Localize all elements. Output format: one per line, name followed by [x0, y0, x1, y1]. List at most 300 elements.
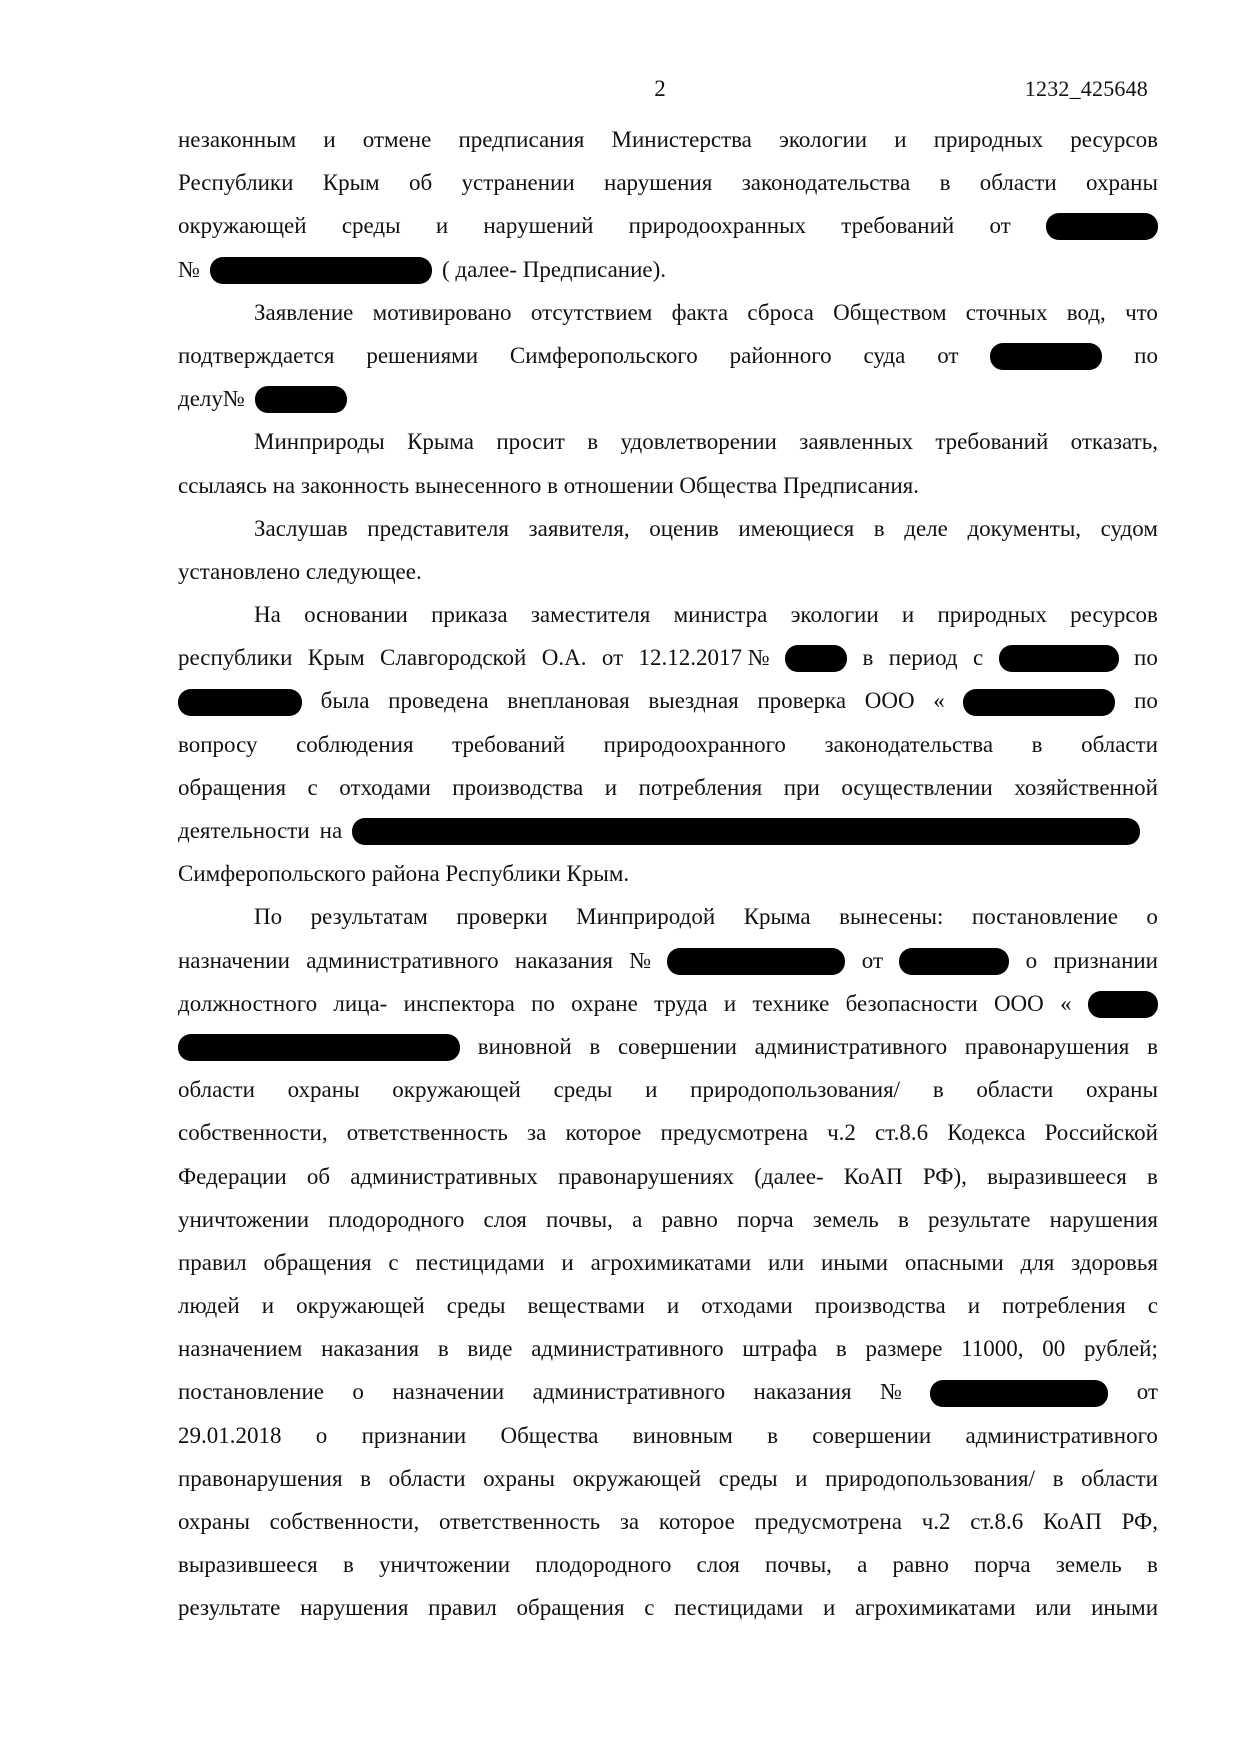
text-segment: потребления — [638, 774, 763, 800]
text-segment: сброса — [747, 299, 814, 325]
text-segment: и — [435, 213, 449, 239]
text-segment: области — [1081, 731, 1158, 757]
text-segment: в — [767, 1422, 778, 1448]
text-segment: районного — [729, 342, 832, 368]
text-segment: мотивировано — [372, 299, 512, 325]
text-segment: установлено следующее. — [178, 558, 422, 584]
text-segment: ч.2 — [921, 1509, 951, 1534]
redaction-mark — [352, 818, 1140, 845]
text-line — [178, 809, 1158, 852]
redaction-mark — [255, 386, 347, 413]
text-line — [178, 766, 1158, 809]
text-segment: признании — [361, 1422, 467, 1448]
text-segment: отсутствием — [530, 299, 653, 325]
text-segment: Славгородской — [380, 645, 527, 671]
text-segment: с — [1147, 1293, 1158, 1319]
text-line — [178, 982, 1158, 1025]
text-segment: земель — [812, 1206, 879, 1232]
text-segment: с — [388, 1249, 399, 1275]
text-segment: в — [1147, 1033, 1158, 1059]
text-segment: обращения — [178, 774, 287, 800]
redaction-mark — [899, 948, 1009, 975]
text-segment: слоя — [696, 1552, 740, 1578]
text-segment: или — [768, 1249, 805, 1275]
text-segment: КоАП — [1042, 1509, 1102, 1534]
text-segment: экологии — [790, 602, 879, 628]
text-segment: охраны — [178, 1509, 250, 1534]
text-segment: требований — [452, 731, 566, 757]
text-segment: подтверждается — [178, 342, 335, 368]
text-segment: наказания — [321, 1336, 420, 1362]
text-segment: правонарушения — [964, 1033, 1130, 1059]
text-segment: почвы, — [765, 1552, 832, 1578]
text-segment: собственности, — [269, 1509, 420, 1534]
text-segment: виновным — [632, 1422, 733, 1448]
text-segment: людей — [178, 1293, 240, 1319]
text-segment: Крым — [322, 170, 380, 196]
text-segment: Заслушав — [254, 515, 348, 541]
text-segment: уничтожении — [379, 1552, 511, 1578]
text-line — [178, 593, 1158, 636]
text-segment: потребления — [1002, 1293, 1126, 1319]
text-segment: о — [352, 1379, 364, 1405]
text-segment: наказания — [753, 1379, 852, 1405]
text-line — [178, 723, 1158, 766]
text-segment: Крым — [307, 645, 365, 671]
text-segment: природопользования/ — [690, 1077, 901, 1103]
text-segment: внеплановая — [507, 688, 630, 714]
text-segment: деле — [904, 515, 948, 541]
text-segment: приказа — [431, 602, 508, 628]
redaction-mark — [1088, 991, 1158, 1018]
text-segment: труда — [654, 990, 708, 1016]
text-line — [178, 1025, 1158, 1068]
text-segment: порча — [737, 1206, 794, 1232]
text-line — [178, 204, 1158, 247]
text-segment: равно — [661, 1206, 718, 1232]
text-line — [178, 636, 1158, 679]
text-segment: которое — [565, 1120, 642, 1146]
text-segment: оценив — [649, 515, 719, 541]
text-segment: пестицидами — [415, 1249, 545, 1275]
page-number: 2 — [654, 76, 666, 101]
text-segment: результатам — [310, 904, 428, 930]
text-segment: правил — [428, 1595, 497, 1621]
text-segment: с — [973, 645, 984, 671]
text-segment: деятельности — [178, 818, 310, 843]
text-segment: окружающей — [178, 213, 307, 239]
text-segment: Общества — [500, 1422, 599, 1448]
text-segment: о — [315, 1422, 328, 1448]
text-segment: проверки — [456, 904, 548, 930]
text-segment: административного — [532, 1379, 726, 1405]
text-segment: агрохимикатами — [854, 1595, 1016, 1621]
text-segment: или — [1035, 1595, 1072, 1621]
text-segment: совершении — [812, 1422, 932, 1448]
text-segment: республики — [178, 645, 293, 671]
text-segment: постановление — [178, 1379, 325, 1405]
text-segment: и — [261, 1293, 275, 1319]
text-line — [178, 852, 1158, 895]
text-segment: штрафа — [742, 1336, 818, 1362]
text-segment: просит — [496, 429, 565, 455]
text-segment: устранении — [461, 170, 575, 196]
text-segment: РФ, — [1121, 1509, 1158, 1534]
text-segment: Министерства — [611, 127, 752, 152]
redaction-mark — [999, 645, 1119, 672]
text-line — [178, 679, 1158, 722]
text-line — [178, 1543, 1158, 1586]
text-segment: земель — [1055, 1552, 1122, 1578]
redaction-mark — [667, 948, 845, 975]
text-segment: отходами — [339, 774, 431, 800]
text-line — [178, 248, 1158, 291]
text-segment: Симферопольского — [509, 342, 698, 368]
text-segment: ответственность — [346, 1120, 508, 1146]
text-segment: экологии — [779, 127, 868, 152]
text-segment: суда — [863, 342, 906, 368]
text-segment: природоохранного — [603, 731, 786, 757]
text-segment: об — [306, 1163, 331, 1189]
text-segment: охраны — [1086, 1077, 1158, 1103]
text-segment: совершении — [617, 1033, 737, 1059]
text-segment: нарушения — [300, 1595, 409, 1621]
text-segment: и — [795, 1465, 808, 1491]
text-segment: опасными — [904, 1249, 1004, 1275]
text-segment: за — [619, 1509, 640, 1534]
text-segment: ( далее- Предписание). — [441, 256, 667, 282]
text-segment: при — [783, 774, 820, 800]
redaction-mark — [785, 645, 847, 672]
text-segment: нарушений — [483, 213, 594, 239]
text-segment: Симферопольского района Республики Крым. — [178, 861, 630, 887]
text-segment: охраны — [483, 1465, 556, 1491]
text-segment: признании — [1053, 947, 1158, 973]
text-segment: назначении — [178, 947, 290, 973]
text-segment: рублей; — [1083, 1336, 1158, 1362]
text-segment: здоровья — [1071, 1249, 1158, 1275]
text-segment: Минприроды — [254, 429, 385, 455]
text-segment: проведена — [388, 688, 489, 714]
text-segment: административного — [965, 1422, 1158, 1448]
text-segment: а — [857, 1552, 868, 1578]
text-segment: отмене — [362, 127, 432, 152]
text-segment: области — [388, 1465, 466, 1491]
text-segment: административных — [350, 1163, 538, 1189]
text-segment: основании — [304, 602, 408, 628]
text-segment: и — [723, 990, 737, 1016]
text-line — [178, 550, 1158, 593]
text-line — [178, 1111, 1158, 1154]
text-segment: назначением — [178, 1336, 303, 1362]
text-segment: наказания — [514, 947, 613, 973]
text-segment: природопользования/ — [825, 1465, 1035, 1491]
text-segment: удовлетворении — [620, 429, 777, 455]
text-segment: охраны — [1086, 170, 1158, 196]
text-segment: решениями — [366, 342, 479, 368]
text-segment: и — [645, 1077, 658, 1103]
text-segment: правонарушения — [178, 1465, 343, 1491]
text-segment: по — [1134, 645, 1158, 671]
text-segment: в — [835, 1336, 847, 1362]
text-segment: в — [939, 170, 951, 196]
text-segment: среды — [718, 1465, 778, 1491]
text-line — [178, 1370, 1158, 1413]
text-segment: окружающей — [572, 1465, 702, 1491]
text-segment: от — [937, 342, 959, 368]
text-segment: области — [178, 1077, 255, 1103]
text-segment: По — [254, 904, 283, 930]
text-segment: окружающей — [392, 1077, 521, 1103]
text-segment: Заявление — [254, 299, 354, 325]
document-id: 1232_425648 — [1024, 76, 1148, 101]
text-segment: виде — [467, 1336, 513, 1362]
text-segment: природных — [937, 602, 1047, 628]
redaction-mark — [990, 343, 1102, 370]
text-segment: по — [1134, 342, 1158, 368]
text-segment: административного — [306, 947, 499, 973]
text-segment: обращения — [516, 1595, 625, 1621]
text-segment: в — [873, 515, 885, 541]
text-line — [178, 334, 1158, 377]
text-line — [178, 377, 1158, 420]
text-segment: административного — [754, 1033, 948, 1059]
text-segment: представителя — [367, 515, 509, 541]
text-segment: в — [932, 1077, 944, 1103]
text-segment: лица- — [333, 990, 388, 1016]
text-segment: На — [254, 602, 281, 628]
text-segment: выездная — [648, 688, 739, 714]
text-segment: обращения — [263, 1249, 372, 1275]
text-segment: предусмотрена — [754, 1509, 902, 1534]
text-segment: области — [976, 1077, 1054, 1103]
text-segment: Минприродой — [576, 904, 716, 930]
text-line — [178, 161, 1158, 204]
text-segment: незаконным — [178, 127, 297, 152]
text-segment: агрохимикатами — [590, 1249, 752, 1275]
text-line — [178, 1414, 1158, 1457]
text-segment: от — [989, 213, 1011, 239]
text-segment: № — [178, 256, 200, 282]
text-segment: нарушения — [604, 170, 713, 196]
text-segment: в — [342, 1552, 354, 1578]
text-segment: порча — [974, 1552, 1031, 1578]
text-segment: постановление — [971, 904, 1118, 930]
text-segment: и — [323, 127, 336, 152]
text-segment: 12.12.2017 № — [638, 645, 770, 671]
text-line — [178, 291, 1158, 334]
text-line — [178, 1500, 1158, 1543]
text-segment: в — [1147, 1163, 1158, 1189]
text-segment: Обществом — [833, 299, 947, 325]
text-segment: была — [320, 688, 370, 714]
text-line — [178, 507, 1158, 550]
redaction-mark — [178, 1034, 460, 1061]
text-segment: осуществлении — [841, 774, 993, 800]
redaction-mark — [210, 257, 432, 284]
text-segment: ресурсов — [1070, 127, 1158, 152]
text-segment: и — [666, 1293, 680, 1319]
text-segment: охране — [571, 990, 638, 1016]
text-segment: Республики — [178, 170, 294, 196]
text-segment: и — [901, 602, 915, 628]
redaction-mark — [1046, 213, 1158, 240]
text-segment: которое — [658, 1509, 735, 1534]
text-segment: равно — [892, 1552, 949, 1578]
text-segment: и — [894, 127, 907, 152]
text-segment: и — [967, 1293, 981, 1319]
text-segment: в — [437, 1336, 449, 1362]
text-segment: должностного — [178, 990, 318, 1016]
text-line — [178, 939, 1158, 982]
text-segment: технике — [752, 990, 830, 1016]
redaction-mark — [963, 689, 1115, 716]
text-segment: Крыма — [743, 904, 811, 930]
text-segment: Кодекса — [947, 1120, 1026, 1146]
text-segment: документы, — [967, 515, 1082, 541]
text-segment: ссылаясь на законность вынесенного в отношении Общества Предписания. — [178, 472, 919, 498]
text-segment: О.А. — [541, 645, 587, 671]
text-segment: соблюдения — [296, 731, 414, 757]
text-segment: хозяйственной — [1014, 774, 1158, 800]
text-segment: за — [527, 1120, 547, 1146]
text-segment: что — [1125, 299, 1158, 325]
text-segment: от — [861, 947, 883, 973]
text-segment: области — [1081, 1465, 1158, 1491]
text-segment: природоохранных — [628, 213, 807, 239]
text-line — [178, 1327, 1158, 1370]
text-segment: и — [604, 774, 618, 800]
text-segment: об — [408, 170, 433, 196]
text-segment: вод, — [1066, 299, 1106, 325]
text-segment: ч.2 — [827, 1120, 856, 1146]
text-segment: среды — [341, 213, 401, 239]
text-segment: 00 — [1042, 1336, 1066, 1362]
text-segment: судом — [1100, 515, 1158, 541]
text-segment: ресурсов — [1070, 602, 1158, 628]
text-segment: « — [933, 688, 945, 714]
text-segment: Российской — [1044, 1120, 1158, 1146]
text-segment: факта — [671, 299, 729, 325]
text-segment: (далее- — [754, 1163, 824, 1189]
text-line — [178, 1241, 1158, 1284]
text-segment: для — [1020, 1249, 1055, 1275]
text-segment: ООО — [864, 688, 915, 714]
text-line — [178, 1068, 1158, 1111]
text-segment: в — [1146, 1552, 1158, 1578]
redaction-mark — [930, 1380, 1108, 1407]
text-line — [178, 895, 1158, 938]
text-segment: вынесены: — [839, 904, 944, 930]
text-segment: имеющиеся — [738, 515, 855, 541]
text-line — [178, 118, 1158, 161]
text-line — [178, 464, 1158, 507]
text-segment: производства — [452, 774, 584, 800]
text-segment: среды — [446, 1293, 506, 1319]
text-line — [178, 1155, 1158, 1198]
text-segment: ответственность — [438, 1509, 601, 1534]
text-segment: отказать, — [1070, 429, 1158, 455]
text-segment: и — [822, 1595, 836, 1621]
text-segment: собственности, — [178, 1120, 328, 1146]
text-segment: на — [319, 818, 343, 843]
text-segment: окружающей — [296, 1293, 425, 1319]
text-segment: в — [1052, 1465, 1064, 1491]
text-segment: Федерации — [178, 1163, 287, 1189]
text-segment: слоя — [483, 1206, 527, 1232]
text-segment: законодательства — [824, 731, 994, 757]
text-segment: административного — [531, 1336, 724, 1362]
text-line — [178, 1284, 1158, 1327]
text-segment: по — [531, 990, 555, 1016]
text-segment: № — [629, 947, 652, 973]
text-segment: выразившееся — [178, 1552, 318, 1578]
text-segment: плодородного — [328, 1206, 465, 1232]
text-segment: РФ), — [922, 1163, 967, 1189]
text-segment: плодородного — [535, 1552, 672, 1578]
text-segment: размере — [865, 1336, 943, 1362]
text-segment: в — [587, 429, 599, 455]
text-segment: период — [888, 645, 958, 671]
text-segment: пестицидами — [674, 1595, 804, 1621]
text-segment: с — [644, 1595, 655, 1621]
text-segment: почвы, — [546, 1206, 613, 1232]
text-line — [178, 420, 1158, 463]
text-segment: заявленных — [799, 429, 913, 455]
text-segment: вопросу — [178, 731, 258, 757]
text-segment: предусмотрена — [660, 1120, 808, 1146]
text-segment: в — [360, 1465, 372, 1491]
text-segment: и — [561, 1249, 574, 1275]
redaction-mark — [178, 689, 302, 716]
text-segment: с — [307, 774, 318, 800]
text-segment: назначении — [392, 1379, 505, 1405]
text-segment: среды — [553, 1077, 613, 1103]
text-segment: нарушения — [1049, 1206, 1158, 1232]
text-segment: ст.8.6 — [970, 1509, 1024, 1534]
text-segment: о — [1025, 947, 1038, 973]
text-segment: КоАП — [843, 1163, 903, 1189]
text-segment: делу№ — [178, 386, 245, 412]
text-segment: инспектора — [403, 990, 515, 1016]
text-segment: виновной — [477, 1033, 572, 1059]
text-segment: в — [897, 1206, 909, 1232]
text-line — [178, 1198, 1158, 1241]
text-segment: от — [601, 645, 624, 671]
text-segment: иными — [821, 1249, 888, 1275]
text-segment: « — [1060, 990, 1072, 1016]
text-segment: в — [1031, 731, 1043, 757]
text-segment: безопасности — [845, 990, 978, 1016]
text-segment: заместителя — [530, 602, 651, 628]
text-segment: от — [1136, 1379, 1158, 1405]
text-segment: природных — [933, 127, 1044, 152]
text-segment: проверка — [757, 688, 847, 714]
text-segment: сточных — [965, 299, 1048, 325]
text-segment: требований — [841, 213, 955, 239]
text-segment: а — [632, 1206, 643, 1232]
text-line — [178, 1586, 1158, 1629]
text-segment: требований — [935, 429, 1049, 455]
text-segment: ООО — [993, 990, 1044, 1016]
text-segment: № — [879, 1379, 902, 1405]
text-segment: уничтожении — [178, 1206, 310, 1232]
text-segment: иными — [1091, 1595, 1158, 1621]
text-segment: веществами — [527, 1293, 645, 1319]
text-segment: охраны — [287, 1077, 360, 1103]
text-segment: правил — [178, 1249, 247, 1275]
text-segment: 29.01.2018 — [178, 1422, 282, 1448]
